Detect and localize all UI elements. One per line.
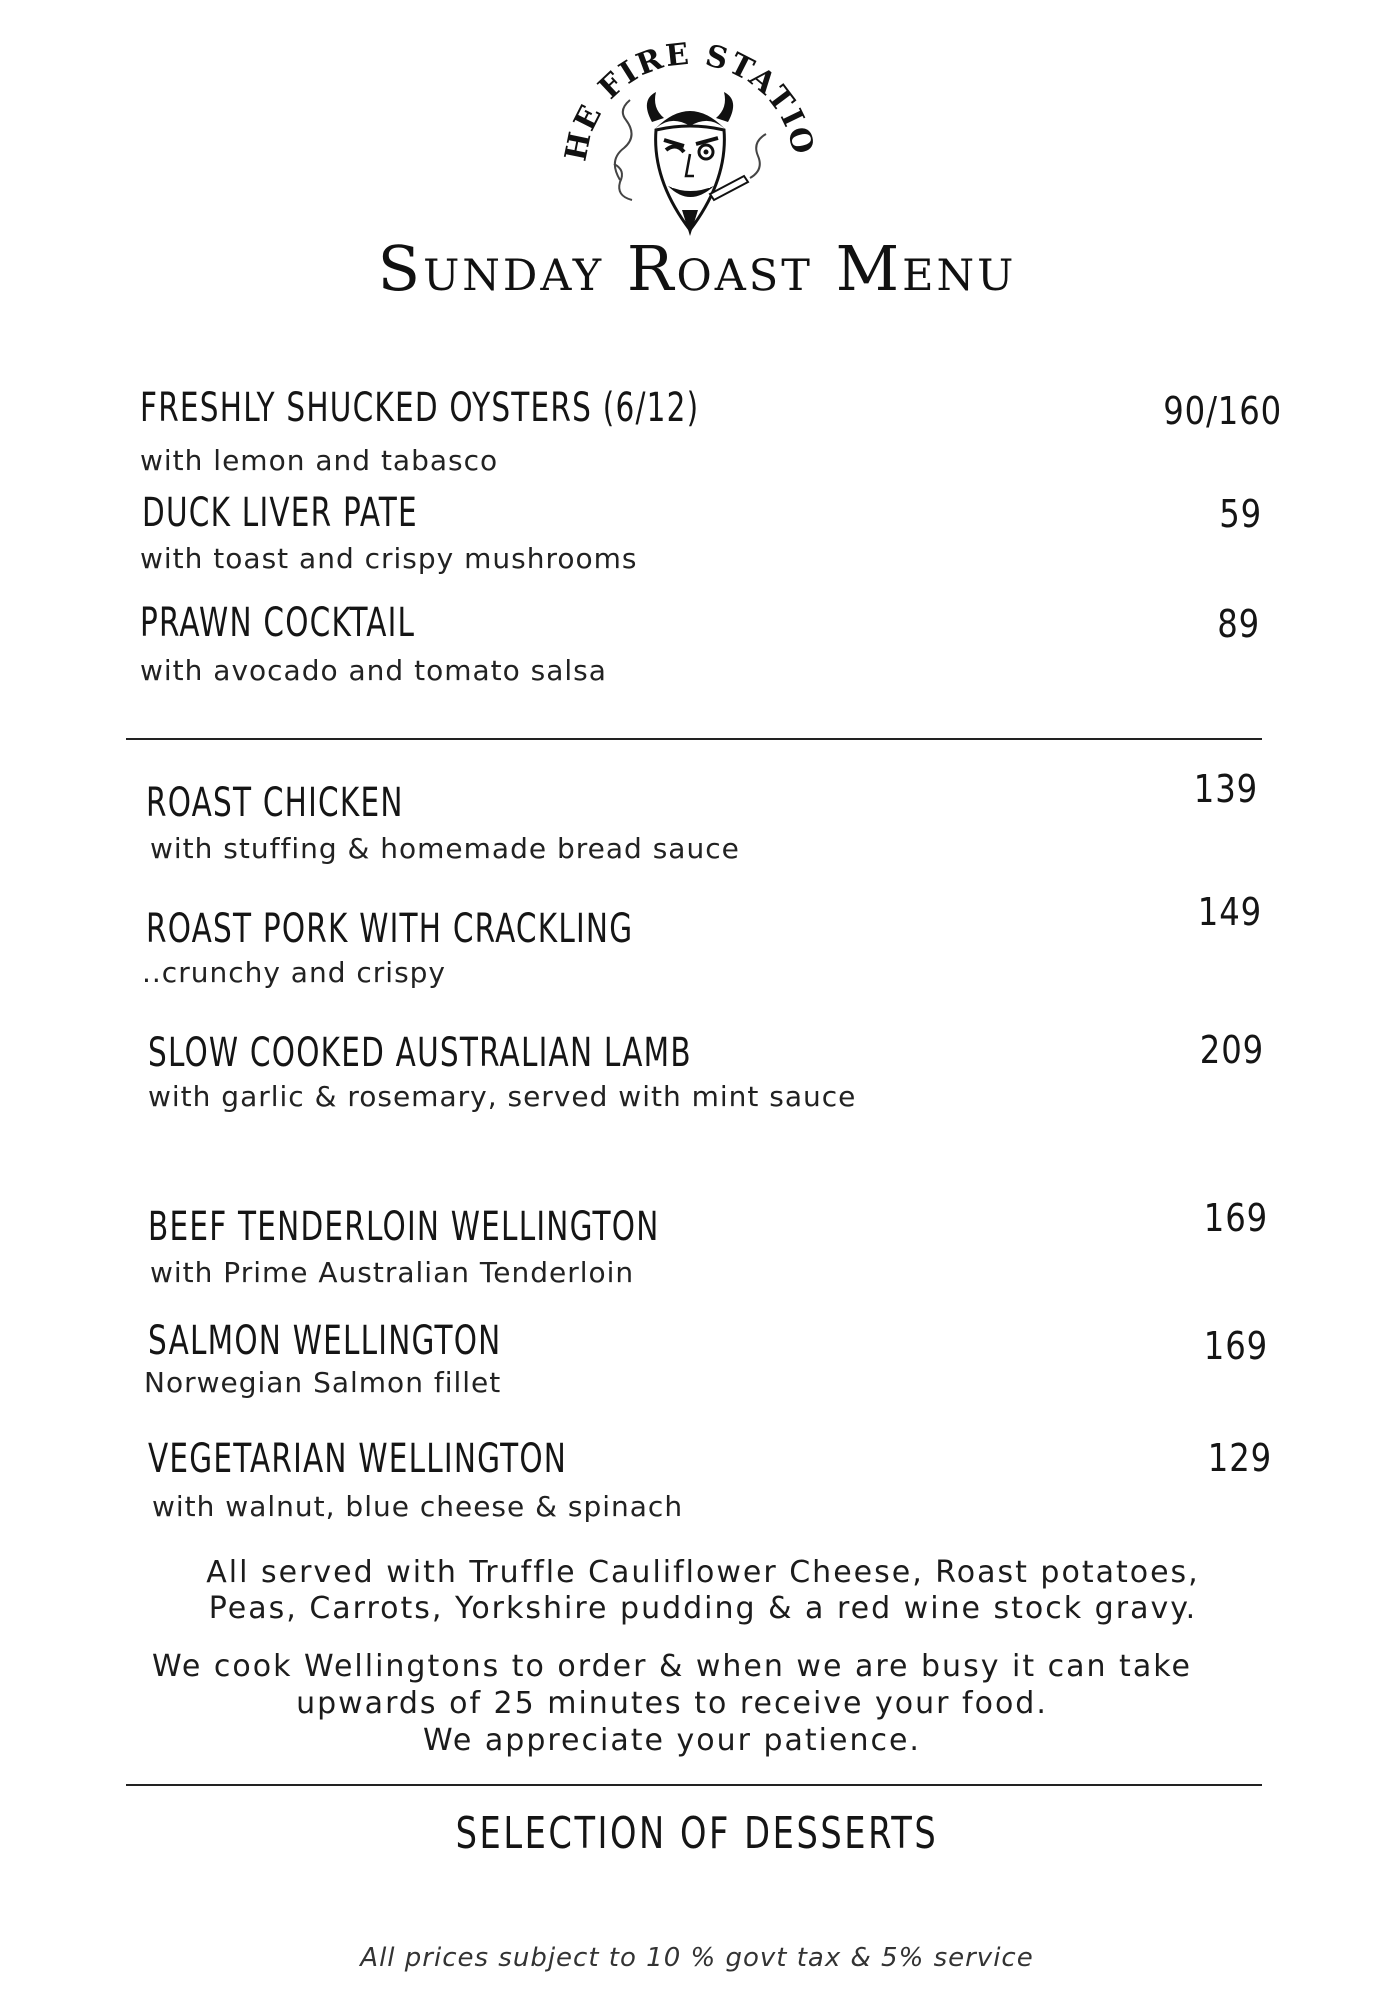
menu-item-price: 149	[1197, 890, 1262, 934]
desserts-heading	[0, 1808, 1394, 1859]
menu-item-name: SLOW COOKED AUSTRALIAN LAMB	[148, 1030, 692, 1076]
menu-item-desc: with Prime Australian Tenderloin	[150, 1256, 635, 1289]
wait-note	[0, 1648, 1394, 1759]
wait-note-line: upwards of 25 minutes to receive your food.	[296, 1686, 1048, 1721]
wait-note-line: We appreciate your patience.	[423, 1723, 921, 1758]
logo	[560, 30, 820, 240]
section-divider	[126, 1784, 1262, 1786]
sides-note	[0, 1555, 1394, 1627]
menu-item-name: VEGETARIAN WELLINGTON	[148, 1436, 568, 1482]
desserts-heading-text: SELECTION OF DESSERTS	[455, 1808, 939, 1859]
menu-item-desc: Norwegian Salmon fillet	[144, 1366, 502, 1399]
menu-item-desc: with garlic & rosemary, served with mint sauce	[148, 1080, 857, 1113]
menu-item-name: BEEF TENDERLOIN WELLINGTON	[148, 1204, 660, 1250]
logo-arc-text: HE FIRE STATIO	[560, 36, 820, 165]
menu-item-desc: ..crunchy and crispy	[142, 956, 447, 989]
menu-item-name: FRESHLY SHUCKED OYSTERS (6/12)	[140, 385, 700, 431]
svg-text:THE FIRE STATION	[560, 30, 820, 164]
menu-item-price: 169	[1203, 1196, 1268, 1240]
menu-item-price: 59	[1219, 492, 1262, 536]
menu-item-price: 89	[1217, 602, 1260, 646]
menu-item-desc: with toast and crispy mushrooms	[140, 542, 638, 575]
menu-item-desc: with walnut, blue cheese & spinach	[152, 1490, 684, 1523]
menu-item-price: 209	[1199, 1028, 1264, 1072]
menu-item-name: DUCK LIVER PATE	[142, 490, 418, 536]
wait-note-line: We cook Wellingtons to order & when we are busy it can take	[152, 1649, 1192, 1684]
menu-item-desc: with stuffing & homemade bread sauce	[150, 832, 740, 865]
menu-item-price: 139	[1193, 767, 1258, 811]
menu-item-name: ROAST CHICKEN	[146, 780, 404, 826]
menu-item-price: 90/160	[1163, 389, 1282, 433]
devil-face-with-cigar-icon	[560, 30, 820, 240]
menu-item-name: SALMON WELLINGTON	[148, 1318, 502, 1364]
footer-note: All prices subject to 10 % govt tax & 5% service	[360, 1943, 1034, 1973]
menu-item-desc: with avocado and tomato salsa	[140, 654, 607, 687]
menu-item-desc: with lemon and tabasco	[140, 444, 499, 477]
section-divider	[126, 738, 1262, 740]
sides-note-line: Peas, Carrots, Yorkshire pudding & a red wine stock gravy.	[208, 1591, 1198, 1626]
menu-item-name: ROAST PORK WITH CRACKLING	[146, 906, 634, 952]
menu-item-price: 169	[1203, 1324, 1268, 1368]
sides-note-line: All served with Truffle Cauliflower Cheese, Roast potatoes,	[206, 1555, 1200, 1590]
menu-item-name: PRAWN COCKTAIL	[140, 600, 416, 646]
page-title: Sunday Roast Menu	[377, 232, 1017, 305]
menu-item-price: 129	[1207, 1436, 1272, 1480]
